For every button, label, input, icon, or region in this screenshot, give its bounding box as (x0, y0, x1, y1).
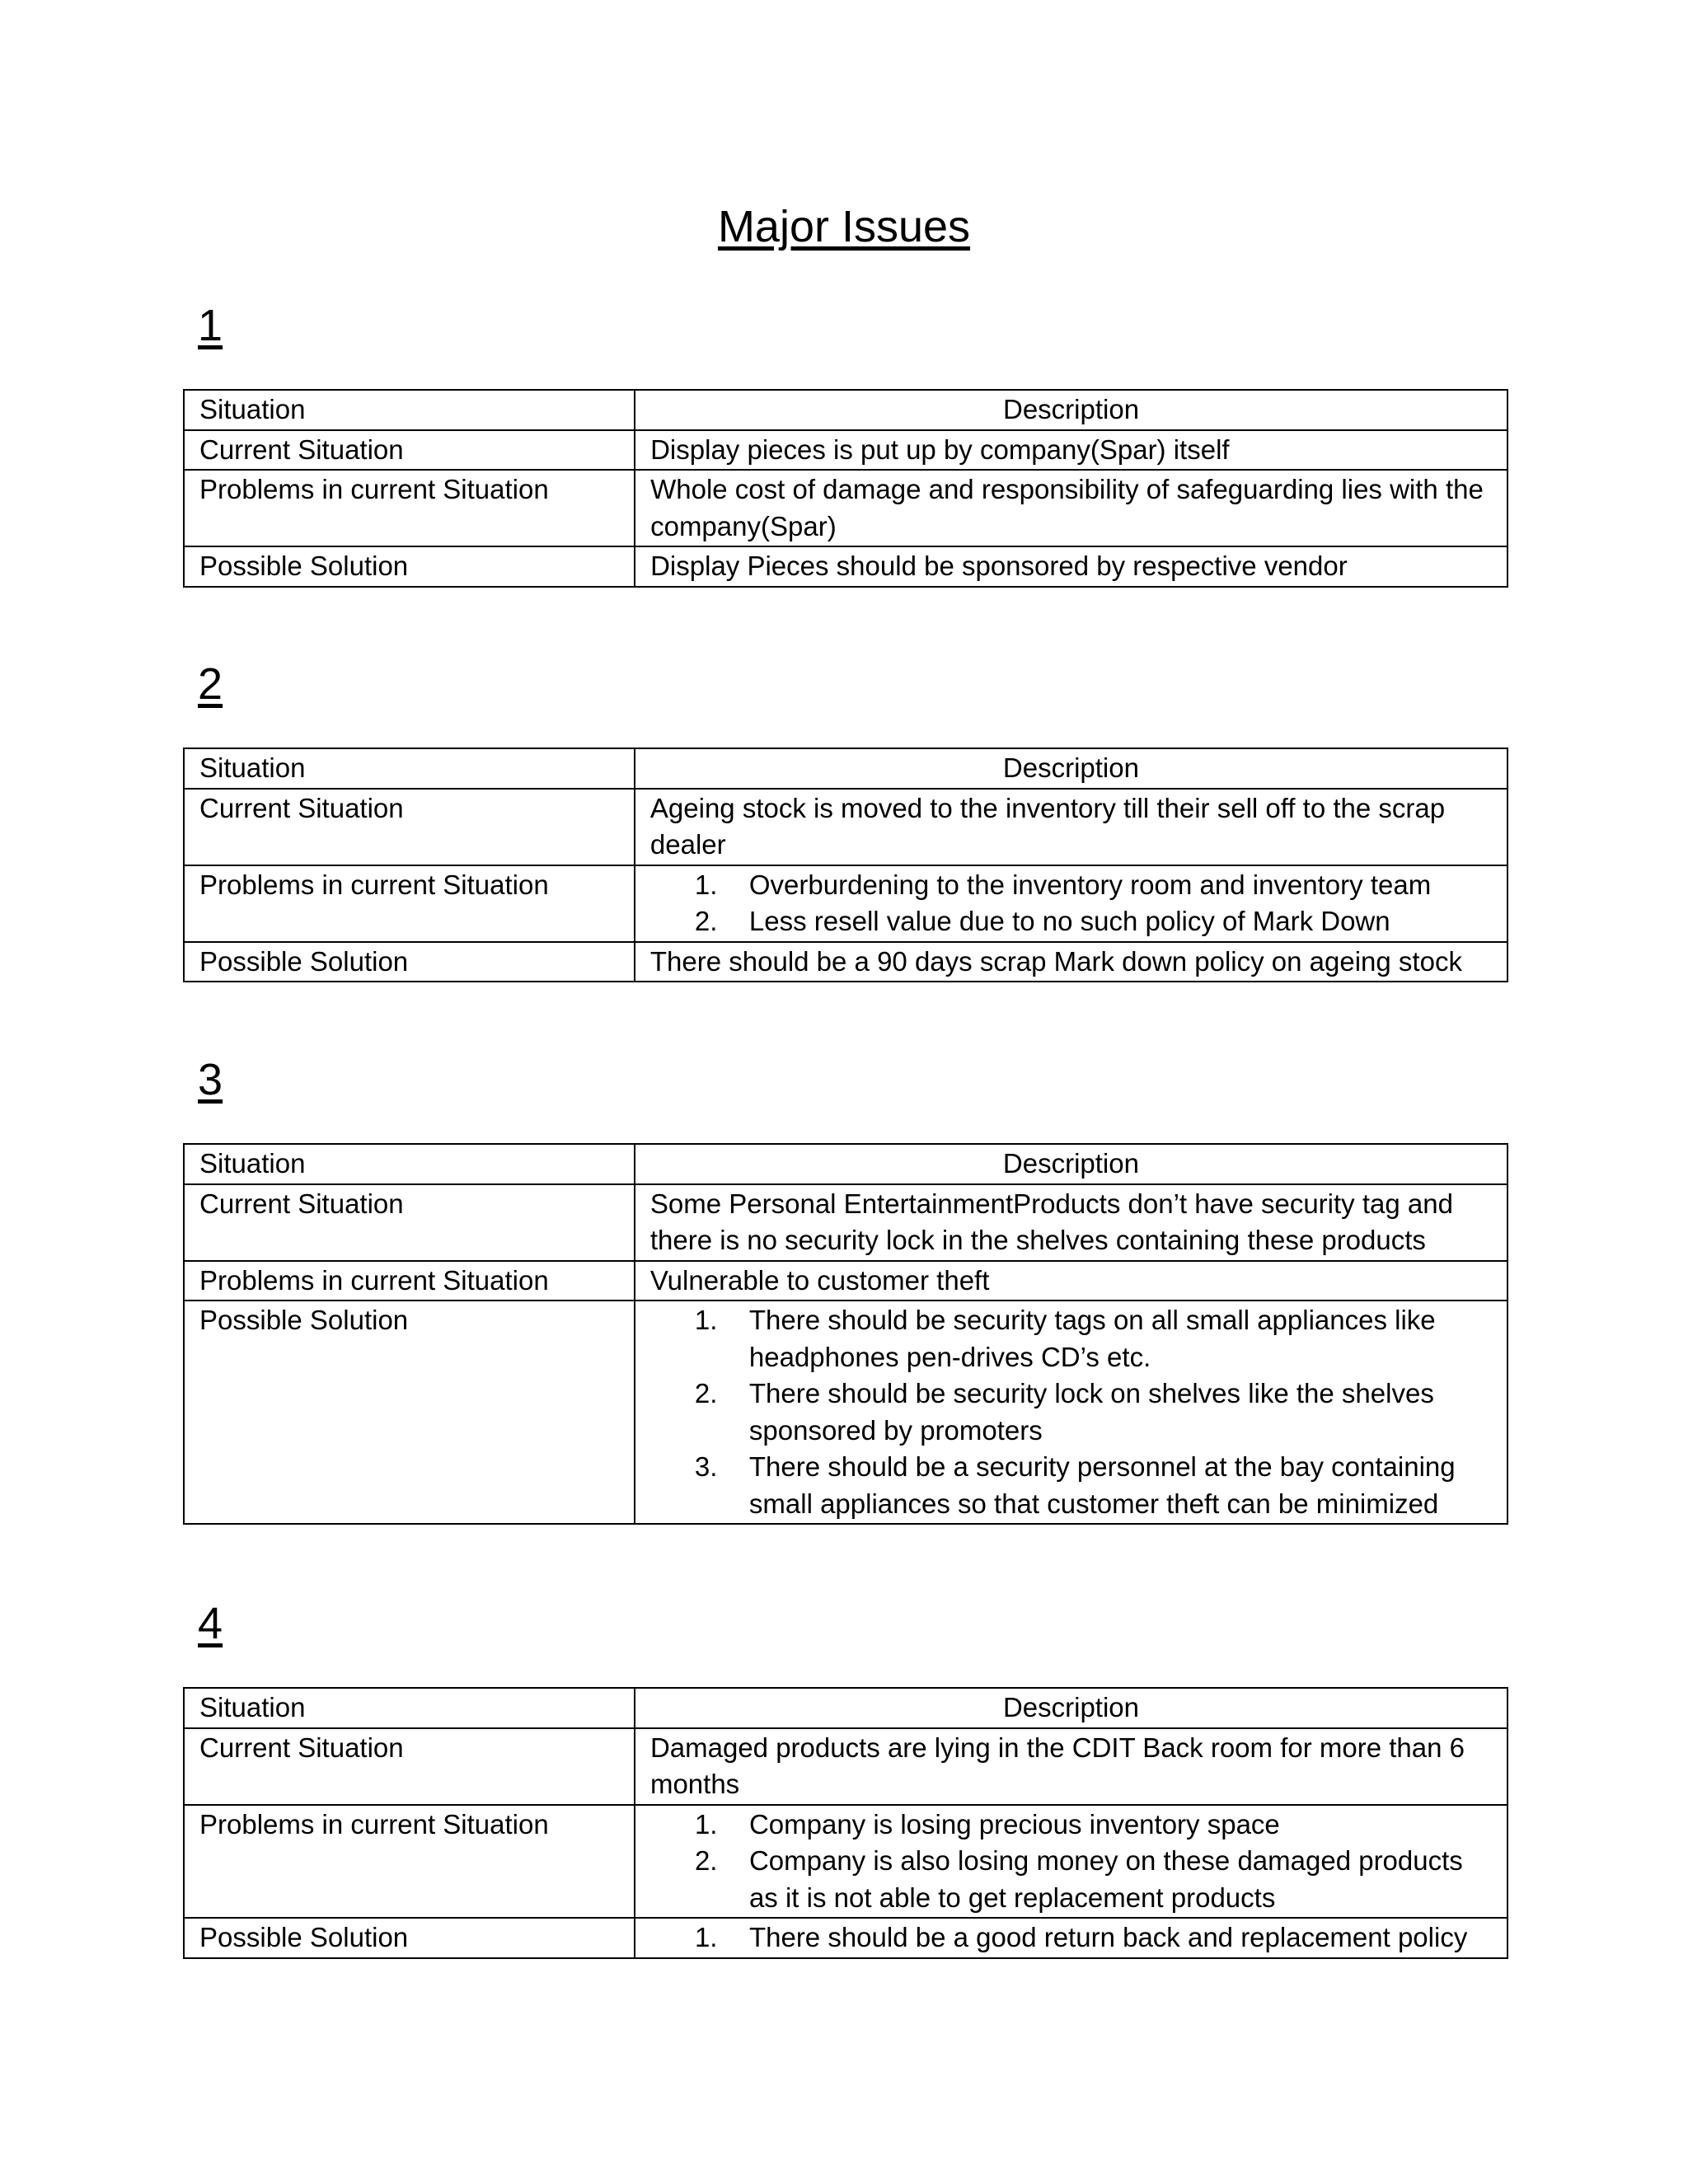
header-situation-cell: Situation (184, 1688, 635, 1728)
table-row (184, 430, 1507, 471)
table-row (184, 865, 1507, 942)
list-item-number: 1. (694, 869, 718, 900)
row-label: Current Situation (184, 1728, 635, 1805)
row-label: Possible Solution (184, 546, 635, 587)
list-item-number: 2. (694, 1378, 718, 1408)
row-description: Some Personal EntertainmentProducts don’t have security tag and there is no security lock in the shelves containing these products (635, 1184, 1507, 1261)
numbered-list (650, 1919, 1492, 1957)
numbered-list (650, 867, 1492, 940)
table-header-row (184, 1688, 1507, 1728)
table-header-row (184, 390, 1507, 430)
numbered-list (650, 1807, 1492, 1917)
row-label: Problems in current Situation (184, 865, 635, 942)
list-item-number: 2. (694, 906, 718, 936)
row-description: Damaged products are lying in the CDIT Back room for more than 6 months (635, 1728, 1507, 1805)
list-item (650, 1843, 1492, 1916)
list-item (650, 1807, 1492, 1844)
table-row (184, 1184, 1507, 1261)
row-description: Display Pieces should be sponsored by respective vendor (635, 546, 1507, 587)
list-item-text: There should be a security personnel at the bay containing small appliances so that customer theft can be minimized (748, 1451, 1456, 1519)
header-description-cell: Description (635, 748, 1507, 789)
list-item-text: There should be security tags on all small appliances like headphones pen-drives CD’s etc. (748, 1305, 1436, 1372)
list-item-text: There should be a good return back and replacement policy (748, 1922, 1468, 1952)
row-label: Problems in current Situation (184, 1261, 635, 1301)
list-item-text: Less resell value due to no such policy of Mark Down (748, 906, 1390, 936)
row-description: Vulnerable to customer theft (635, 1261, 1507, 1301)
list-item-text: Overburdening to the inventory room and inventory team (748, 869, 1432, 900)
row-label: Possible Solution (184, 1918, 635, 1958)
header-situation-cell: Situation (184, 390, 635, 430)
issue-table (183, 389, 1508, 588)
list-item (650, 1449, 1492, 1522)
row-label: Problems in current Situation (184, 1805, 635, 1919)
list-item-number: 1. (694, 1922, 718, 1952)
list-item (650, 1302, 1492, 1376)
issue-number: 4 (198, 1599, 223, 1648)
row-label: Current Situation (184, 430, 635, 471)
list-item (650, 867, 1492, 904)
list-item-text: There should be security lock on shelves like the shelves sponsored by promoters (748, 1378, 1434, 1446)
table-row (184, 942, 1507, 982)
row-description (635, 1301, 1507, 1524)
header-description-cell: Description (635, 390, 1507, 430)
table-row (184, 1728, 1507, 1805)
row-description: Ageing stock is moved to the inventory till their sell off to the scrap dealer (635, 789, 1507, 865)
list-item-text: Company is losing precious inventory space (748, 1808, 1280, 1840)
row-description (635, 865, 1507, 942)
list-item-text: Company is also losing money on these damaged products as it is not able to get replacement products (748, 1845, 1463, 1913)
list-item (650, 903, 1492, 940)
page-title: Major Issues (717, 202, 971, 251)
list-item-number: 1. (694, 1305, 718, 1335)
row-description (635, 1918, 1507, 1958)
table-row (184, 1918, 1507, 1958)
header-situation-cell: Situation (184, 748, 635, 789)
issue-number: 2 (198, 659, 223, 709)
row-description (635, 1805, 1507, 1919)
numbered-list (650, 1302, 1492, 1522)
list-item (650, 1376, 1492, 1449)
row-label: Possible Solution (184, 942, 635, 982)
table-header-row (184, 1144, 1507, 1184)
table-row (184, 470, 1507, 546)
row-label: Possible Solution (184, 1301, 635, 1524)
row-label: Current Situation (184, 1184, 635, 1261)
list-item (650, 1919, 1492, 1957)
table-header-row (184, 748, 1507, 789)
table-row (184, 546, 1507, 587)
issue-table (183, 1687, 1508, 1959)
list-item-number: 3. (694, 1451, 718, 1482)
issue-table (183, 1143, 1508, 1525)
row-label: Current Situation (184, 789, 635, 865)
issue-table (183, 748, 1508, 982)
row-description: Display pieces is put up by company(Spar) itself (635, 430, 1507, 471)
table-row (184, 1301, 1507, 1524)
header-description-cell: Description (635, 1144, 1507, 1184)
list-item-number: 2. (694, 1845, 718, 1876)
list-item-number: 1. (694, 1808, 718, 1840)
table-row (184, 1805, 1507, 1919)
header-description-cell: Description (635, 1688, 1507, 1728)
issue-number: 3 (198, 1055, 223, 1104)
table-row (184, 1261, 1507, 1301)
table-row (184, 789, 1507, 865)
header-situation-cell: Situation (184, 1144, 635, 1184)
row-description: There should be a 90 days scrap Mark down policy on ageing stock (635, 942, 1507, 982)
row-description: Whole cost of damage and responsibility of safeguarding lies with the company(Spar) (635, 470, 1507, 546)
row-label: Problems in current Situation (184, 470, 635, 546)
issue-number: 1 (198, 301, 223, 350)
